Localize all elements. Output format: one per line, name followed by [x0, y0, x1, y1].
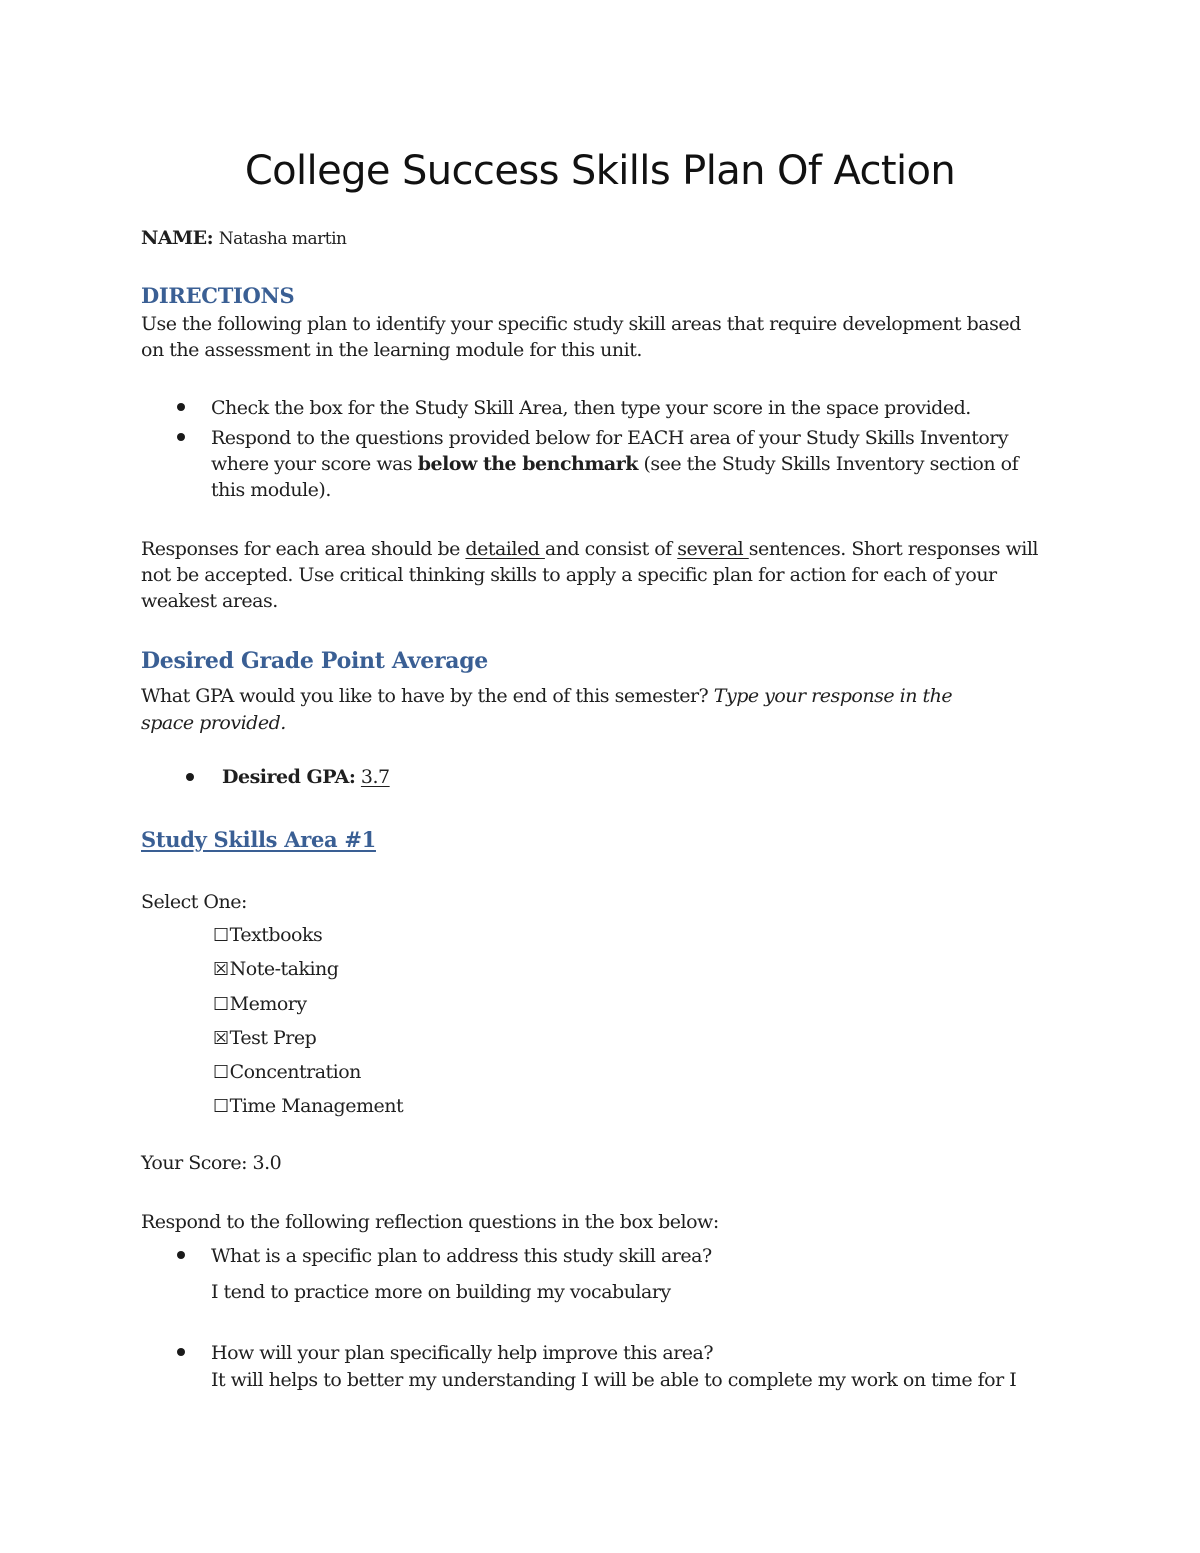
option-memory[interactable] [213, 991, 307, 1018]
responses-line-3: weakest areas. [141, 590, 278, 612]
option-test-prep[interactable] [213, 1025, 316, 1052]
checkbox-unchecked-icon[interactable]: ☐ [213, 994, 229, 1015]
directions-heading: DIRECTIONS [141, 283, 295, 308]
directions-line-1: Use the following plan to identify your specific study skill areas that require development based [141, 313, 1021, 335]
desired-gpa-line [222, 764, 390, 790]
bullet-icon [177, 1251, 185, 1259]
option-label: Test Prep [229, 1027, 317, 1049]
gpa-heading: Desired Grade Point Average [141, 648, 489, 674]
text-run: sentences. Short responses will [748, 538, 1038, 560]
checkbox-unchecked-icon[interactable]: ☐ [213, 1062, 229, 1083]
option-note-taking[interactable] [213, 956, 338, 983]
desired-gpa-value[interactable]: 3.7 [360, 766, 390, 788]
your-score[interactable]: Your Score: 3.0 [141, 1152, 282, 1174]
reflection-question-2: How will your plan specifically help improve this area? [211, 1342, 714, 1364]
text-run: What GPA would you like to have by the end of this semester? [141, 685, 714, 707]
checkbox-unchecked-icon[interactable]: ☐ [213, 925, 229, 946]
gpa-question-line-1 [141, 683, 952, 709]
bullet-icon [177, 433, 185, 441]
checkbox-checked-icon[interactable]: ☒ [213, 959, 229, 980]
select-one-label: Select One: [141, 891, 247, 913]
directions-bullet-1: Check the box for the Study Skill Area, then type your score in the space provided. [211, 397, 971, 419]
option-label: Concentration [229, 1061, 361, 1083]
study-skills-area-heading: Study Skills Area #1 [141, 827, 376, 852]
text-run: where your score was [211, 453, 418, 475]
checkbox-unchecked-icon[interactable]: ☐ [213, 1096, 229, 1117]
emphasis-text: below the benchmark [417, 453, 638, 475]
underlined-text: several [677, 538, 749, 560]
reflection-question-1: What is a specific plan to address this study skill area? [211, 1245, 712, 1267]
text-run: (see the Study Skills Inventory section of [637, 453, 1019, 475]
reflection-answer-1[interactable]: I tend to practice more on building my vocabulary [211, 1281, 671, 1303]
respond-instructions: Respond to the following reflection questions in the box below: [141, 1211, 719, 1233]
option-concentration[interactable] [213, 1059, 361, 1086]
bullet-icon [186, 773, 194, 781]
underlined-text: detailed [465, 538, 545, 560]
name-label: NAME: [141, 227, 214, 249]
option-textbooks[interactable] [213, 922, 322, 949]
italic-text: Type your response in the [713, 685, 953, 707]
desired-gpa-label: Desired GPA: [222, 766, 356, 788]
option-label: Textbooks [229, 924, 323, 946]
responses-line-2: not be accepted. Use critical thinking skills to apply a specific plan for action for each of your [141, 564, 997, 586]
directions-line-2: on the assessment in the learning module for this unit. [141, 339, 642, 361]
bullet-icon [177, 1348, 185, 1356]
page-title: College Success Skills Plan Of Action [244, 148, 956, 194]
checkbox-checked-icon[interactable]: ☒ [213, 1028, 229, 1049]
responses-line-1 [141, 536, 1038, 562]
name-value[interactable]: Natasha martin [218, 229, 347, 249]
directions-bullet-2-line-1: Respond to the questions provided below for EACH area of your Study Skills Inventory [211, 427, 1009, 449]
text-run: Responses for each area should be [141, 538, 466, 560]
name-line [141, 225, 346, 252]
directions-bullet-2-line-3: this module). [211, 479, 331, 501]
text-run: and consist of [544, 538, 678, 560]
directions-bullet-2-line-2 [211, 451, 1018, 477]
reflection-answer-2[interactable]: It will helps to better my understanding I will be able to complete my work on time for I [211, 1369, 1017, 1391]
option-label: Time Management [229, 1095, 404, 1117]
gpa-question-line-2: space provided. [141, 712, 286, 734]
option-label: Note-taking [229, 958, 339, 980]
option-label: Memory [229, 993, 307, 1015]
option-time-management[interactable] [213, 1093, 403, 1120]
bullet-icon [177, 403, 185, 411]
